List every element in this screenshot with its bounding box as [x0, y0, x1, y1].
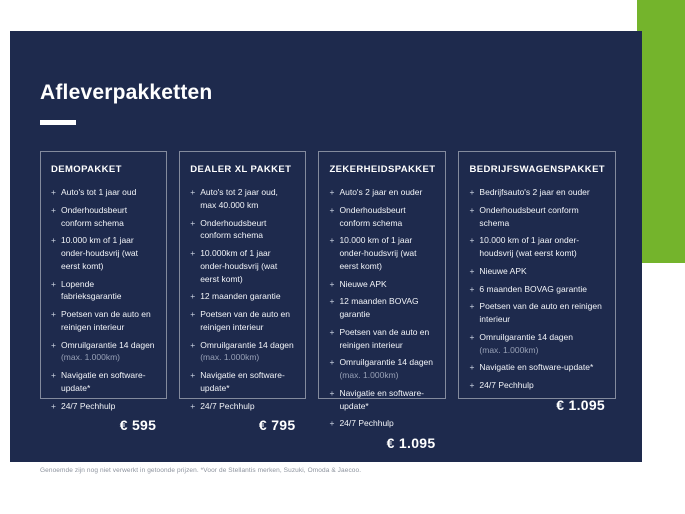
package-price: € 1.095 [556, 396, 606, 413]
package-item [51, 204, 156, 230]
plus-bullet-icon: + [190, 187, 196, 197]
package-card [458, 151, 616, 413]
package-item-text: Omruilgarantie 14 dagen (max. 1.000km) [339, 357, 433, 380]
package-item [329, 278, 435, 291]
plus-bullet-icon: + [190, 248, 196, 258]
package-item [469, 234, 605, 260]
plus-bullet-icon: + [329, 357, 335, 368]
package-item-text: 10.000km of 1 jaar onder-houdsvrij (wat eerst komt) [200, 248, 278, 284]
package-item-note: (max. 1.000km) [200, 352, 260, 363]
package-item [469, 361, 605, 374]
package-item-text: Auto's tot 2 jaar oud, max 40.000 km [200, 187, 278, 210]
plus-bullet-icon: + [190, 400, 196, 411]
plus-bullet-icon: + [190, 291, 196, 302]
package-item-note: (max. 1.000km) [339, 370, 399, 380]
plus-bullet-icon: + [51, 309, 56, 319]
package-item-text: Onderhoudsbeurt conform schema [200, 217, 267, 241]
package-item-text: Poetsen van de auto en reinigen interieur [60, 309, 151, 332]
plus-bullet-icon: + [51, 278, 56, 289]
package-items [329, 186, 435, 435]
plus-bullet-icon: + [469, 380, 475, 390]
package-price: € 595 [119, 417, 157, 434]
package-item [51, 400, 156, 413]
package-item [190, 290, 295, 303]
package-item-text: 10.000 km of 1 jaar onder-houdsvrij (wat eerst komt) [479, 235, 580, 258]
package-item-note: (max. 1.000km) [479, 344, 539, 355]
package-items [51, 186, 156, 417]
package-item [190, 247, 295, 285]
packages-panel [10, 31, 642, 462]
plus-bullet-icon: + [469, 187, 475, 197]
package-price: € 1.095 [386, 435, 436, 451]
package-item [329, 417, 435, 430]
plus-bullet-icon: + [469, 265, 475, 276]
package-item-text: 10.000 km of 1 jaar onder-houdsvrij (wat eerst komt) [339, 235, 417, 271]
package-item [329, 186, 435, 199]
package-title: DEMOPAKKET [51, 164, 122, 175]
package-item-text: 24/7 Pechhulp [479, 380, 534, 390]
package-item [329, 387, 435, 413]
package-title: BEDRIJFSWAGENSPAKKET [469, 164, 606, 175]
package-items [469, 186, 605, 397]
package-item [51, 308, 156, 334]
package-item [190, 339, 295, 365]
package-cards [40, 151, 616, 451]
plus-bullet-icon: + [329, 418, 335, 429]
package-item [329, 204, 435, 230]
plus-bullet-icon: + [329, 296, 335, 307]
package-item-text: 10.000 km of 1 jaar onder-houdsvrij (wat eerst komt) [60, 235, 138, 271]
package-item-text: Navigatie en software-update* [339, 387, 425, 411]
plus-bullet-icon: + [329, 326, 335, 337]
package-title: DEALER XL PAKKET [190, 164, 292, 175]
page-title: Afleverpakketten [40, 81, 213, 104]
package-item-text: Navigatie en software-update* [60, 370, 146, 393]
package-item-text: Nieuwe APK [479, 265, 527, 276]
package-card [318, 151, 446, 451]
plus-bullet-icon: + [329, 187, 335, 197]
package-item-text: Poetsen van de auto en reinigen interieur [479, 301, 602, 324]
package-item [51, 234, 156, 272]
plus-bullet-icon: + [469, 235, 475, 246]
plus-bullet-icon: + [190, 309, 196, 319]
plus-bullet-icon: + [469, 204, 475, 215]
plus-bullet-icon: + [469, 283, 475, 294]
package-item-text: Lopende fabrieksgarantie [60, 278, 122, 302]
plus-bullet-icon: + [469, 331, 475, 342]
plus-bullet-icon: + [329, 204, 335, 215]
package-price: € 795 [258, 417, 296, 434]
package-item-text: Navigatie en software-update* [479, 362, 594, 373]
package-item [190, 217, 295, 243]
plus-bullet-icon: + [51, 400, 56, 411]
package-item [329, 295, 435, 321]
plus-bullet-icon: + [329, 278, 335, 289]
plus-bullet-icon: + [51, 235, 56, 246]
package-item [469, 331, 605, 357]
footnote: Genoemde zijn nog niet verwerkt in getoonde prijzen. *Voor de Stellantis merken, Suzuki, Omoda & Jaecoo. [40, 467, 362, 474]
title-underline [40, 120, 76, 125]
package-item-note: (max. 1.000km) [60, 352, 121, 363]
package-item [190, 400, 295, 413]
package-item [469, 283, 605, 296]
plus-bullet-icon: + [51, 187, 56, 197]
package-item [469, 300, 605, 326]
package-item [469, 379, 605, 392]
package-item [329, 326, 435, 352]
package-card [40, 151, 167, 434]
package-item [51, 186, 156, 199]
package-item [329, 356, 435, 382]
package-item-text: 24/7 Pechhulp [339, 418, 394, 429]
package-item-text: 12 maanden BOVAG garantie [339, 296, 419, 319]
package-item-text: 24/7 Pechhulp [200, 400, 255, 411]
plus-bullet-icon: + [51, 339, 56, 350]
package-item-text: 12 maanden garantie [200, 291, 281, 302]
package-item [190, 369, 295, 395]
plus-bullet-icon: + [469, 301, 475, 312]
package-title: ZEKERHEIDSPAKKET [329, 164, 436, 175]
package-item-text: Poetsen van de auto en reinigen interieur [339, 326, 430, 350]
plus-bullet-icon: + [190, 339, 196, 350]
plus-bullet-icon: + [329, 235, 335, 246]
plus-bullet-icon: + [51, 370, 56, 380]
green-accent-block [637, 0, 685, 263]
package-item-text: Auto's 2 jaar en ouder [339, 187, 423, 197]
package-item-text: Poetsen van de auto en reinigen interieur [200, 309, 290, 332]
package-item-text: Onderhoudsbeurt conform schema [479, 204, 579, 228]
package-item-text: Auto's tot 1 jaar oud [60, 187, 137, 197]
package-item [469, 265, 605, 278]
package-item [51, 339, 156, 365]
plus-bullet-icon: + [190, 370, 196, 380]
plus-bullet-icon: + [469, 362, 475, 373]
package-item [469, 204, 605, 230]
package-item-text: Omruilgarantie 14 dagen (max. 1.000km) [479, 331, 573, 355]
package-item-text: 24/7 Pechhulp [60, 400, 116, 411]
plus-bullet-icon: + [51, 204, 56, 215]
package-item [190, 308, 295, 334]
package-item-text: Omruilgarantie 14 dagen (max. 1.000km) [60, 339, 155, 363]
package-item [51, 369, 156, 395]
package-item-text: Nieuwe APK [339, 278, 387, 289]
package-item [469, 186, 605, 199]
package-item-text: Bedrijfsauto's 2 jaar en ouder [479, 187, 590, 197]
package-items [190, 186, 295, 417]
package-item-text: Omruilgarantie 14 dagen (max. 1.000km) [200, 339, 294, 363]
package-item-text: Onderhoudsbeurt conform schema [339, 204, 406, 228]
package-item-text: 6 maanden BOVAG garantie [479, 283, 587, 294]
package-item-text: Onderhoudsbeurt conform schema [60, 204, 128, 228]
plus-bullet-icon: + [329, 387, 335, 398]
package-item [190, 186, 295, 212]
package-item [51, 278, 156, 304]
package-item [329, 234, 435, 272]
plus-bullet-icon: + [190, 217, 196, 228]
package-item-text: Navigatie en software-update* [200, 370, 285, 393]
package-card [179, 151, 306, 434]
